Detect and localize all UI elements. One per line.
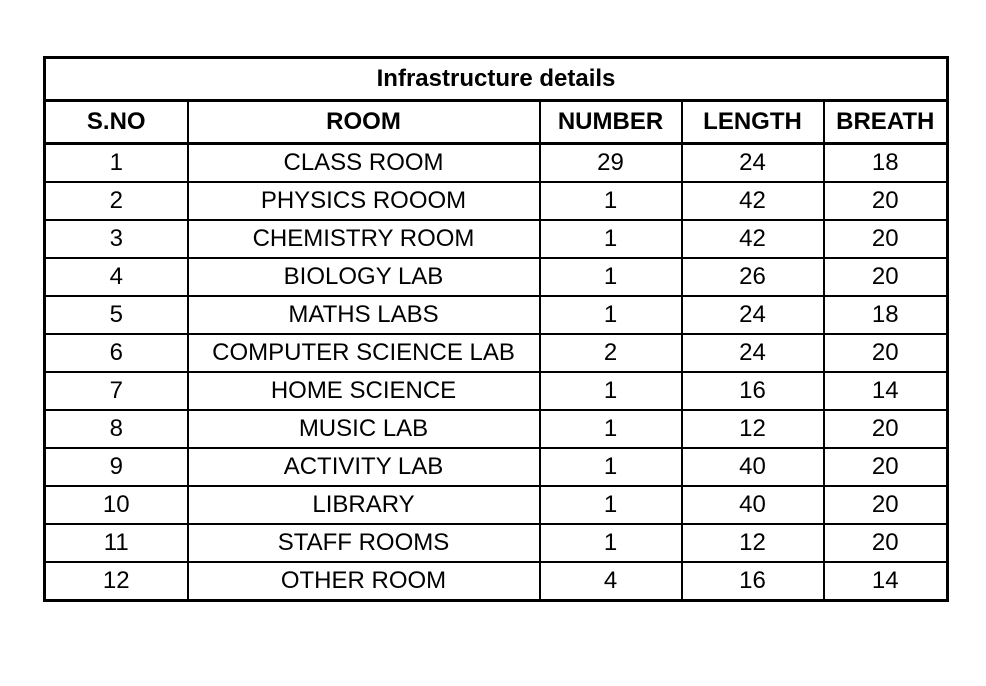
table-cell-length: 42 (682, 182, 824, 220)
table-cell-number: 1 (540, 524, 682, 562)
table-cell-number: 1 (540, 296, 682, 334)
table-cell-sno: 6 (45, 334, 188, 372)
column-header-length: LENGTH (682, 101, 824, 144)
column-header-breath: BREATH (824, 101, 948, 144)
table-cell-breath: 20 (824, 334, 948, 372)
table-cell-room: OTHER ROOM (188, 562, 540, 601)
table-row (45, 144, 948, 183)
table-row (45, 562, 948, 601)
table-row (45, 220, 948, 258)
table-row (45, 334, 948, 372)
table-header-row (45, 101, 948, 144)
table-row (45, 258, 948, 296)
table-cell-room: STAFF ROOMS (188, 524, 540, 562)
table-cell-length: 24 (682, 334, 824, 372)
table-cell-number: 29 (540, 144, 682, 183)
table-cell-breath: 20 (824, 258, 948, 296)
table-cell-sno: 11 (45, 524, 188, 562)
table-cell-room: CHEMISTRY ROOM (188, 220, 540, 258)
table-cell-room: COMPUTER SCIENCE LAB (188, 334, 540, 372)
table-cell-sno: 12 (45, 562, 188, 601)
table-cell-sno: 4 (45, 258, 188, 296)
table-row (45, 448, 948, 486)
table-cell-number: 2 (540, 334, 682, 372)
table-cell-room: MUSIC LAB (188, 410, 540, 448)
table-cell-number: 1 (540, 410, 682, 448)
table-cell-breath: 20 (824, 524, 948, 562)
table-cell-length: 12 (682, 524, 824, 562)
table-cell-number: 1 (540, 258, 682, 296)
table-title: Infrastructure details (45, 58, 948, 101)
table-cell-length: 42 (682, 220, 824, 258)
table-cell-number: 1 (540, 448, 682, 486)
table-row (45, 410, 948, 448)
table-cell-length: 16 (682, 372, 824, 410)
table-cell-length: 16 (682, 562, 824, 601)
table-row (45, 296, 948, 334)
table-cell-sno: 5 (45, 296, 188, 334)
table-cell-sno: 9 (45, 448, 188, 486)
table-cell-breath: 20 (824, 182, 948, 220)
table-cell-number: 4 (540, 562, 682, 601)
table-cell-breath: 14 (824, 562, 948, 601)
table-cell-breath: 20 (824, 486, 948, 524)
table-cell-breath: 14 (824, 372, 948, 410)
table-cell-breath: 18 (824, 296, 948, 334)
table-cell-length: 24 (682, 296, 824, 334)
table-cell-sno: 3 (45, 220, 188, 258)
table-cell-number: 1 (540, 486, 682, 524)
table-row (45, 182, 948, 220)
table-cell-number: 1 (540, 220, 682, 258)
table-cell-sno: 10 (45, 486, 188, 524)
table-cell-length: 24 (682, 144, 824, 183)
table-cell-breath: 20 (824, 410, 948, 448)
table-title-row (45, 58, 948, 101)
table-cell-sno: 2 (45, 182, 188, 220)
table-cell-breath: 20 (824, 448, 948, 486)
table-cell-sno: 1 (45, 144, 188, 183)
table-cell-sno: 8 (45, 410, 188, 448)
table-cell-room: BIOLOGY LAB (188, 258, 540, 296)
table-cell-number: 1 (540, 372, 682, 410)
column-header-sno: S.NO (45, 101, 188, 144)
table-cell-room: ACTIVITY LAB (188, 448, 540, 486)
table-cell-room: HOME SCIENCE (188, 372, 540, 410)
column-header-number: NUMBER (540, 101, 682, 144)
table-cell-number: 1 (540, 182, 682, 220)
table-row (45, 372, 948, 410)
table-cell-sno: 7 (45, 372, 188, 410)
table-cell-breath: 20 (824, 220, 948, 258)
table-body (45, 144, 948, 601)
table-row (45, 486, 948, 524)
table-cell-length: 40 (682, 486, 824, 524)
table-cell-room: PHYSICS ROOOM (188, 182, 540, 220)
table-cell-room: MATHS LABS (188, 296, 540, 334)
infrastructure-table-container (43, 56, 946, 602)
table-cell-breath: 18 (824, 144, 948, 183)
table-row (45, 524, 948, 562)
table-cell-room: CLASS ROOM (188, 144, 540, 183)
column-header-room: ROOM (188, 101, 540, 144)
infrastructure-table (43, 56, 949, 602)
table-cell-length: 26 (682, 258, 824, 296)
table-cell-length: 40 (682, 448, 824, 486)
table-cell-room: LIBRARY (188, 486, 540, 524)
table-cell-length: 12 (682, 410, 824, 448)
